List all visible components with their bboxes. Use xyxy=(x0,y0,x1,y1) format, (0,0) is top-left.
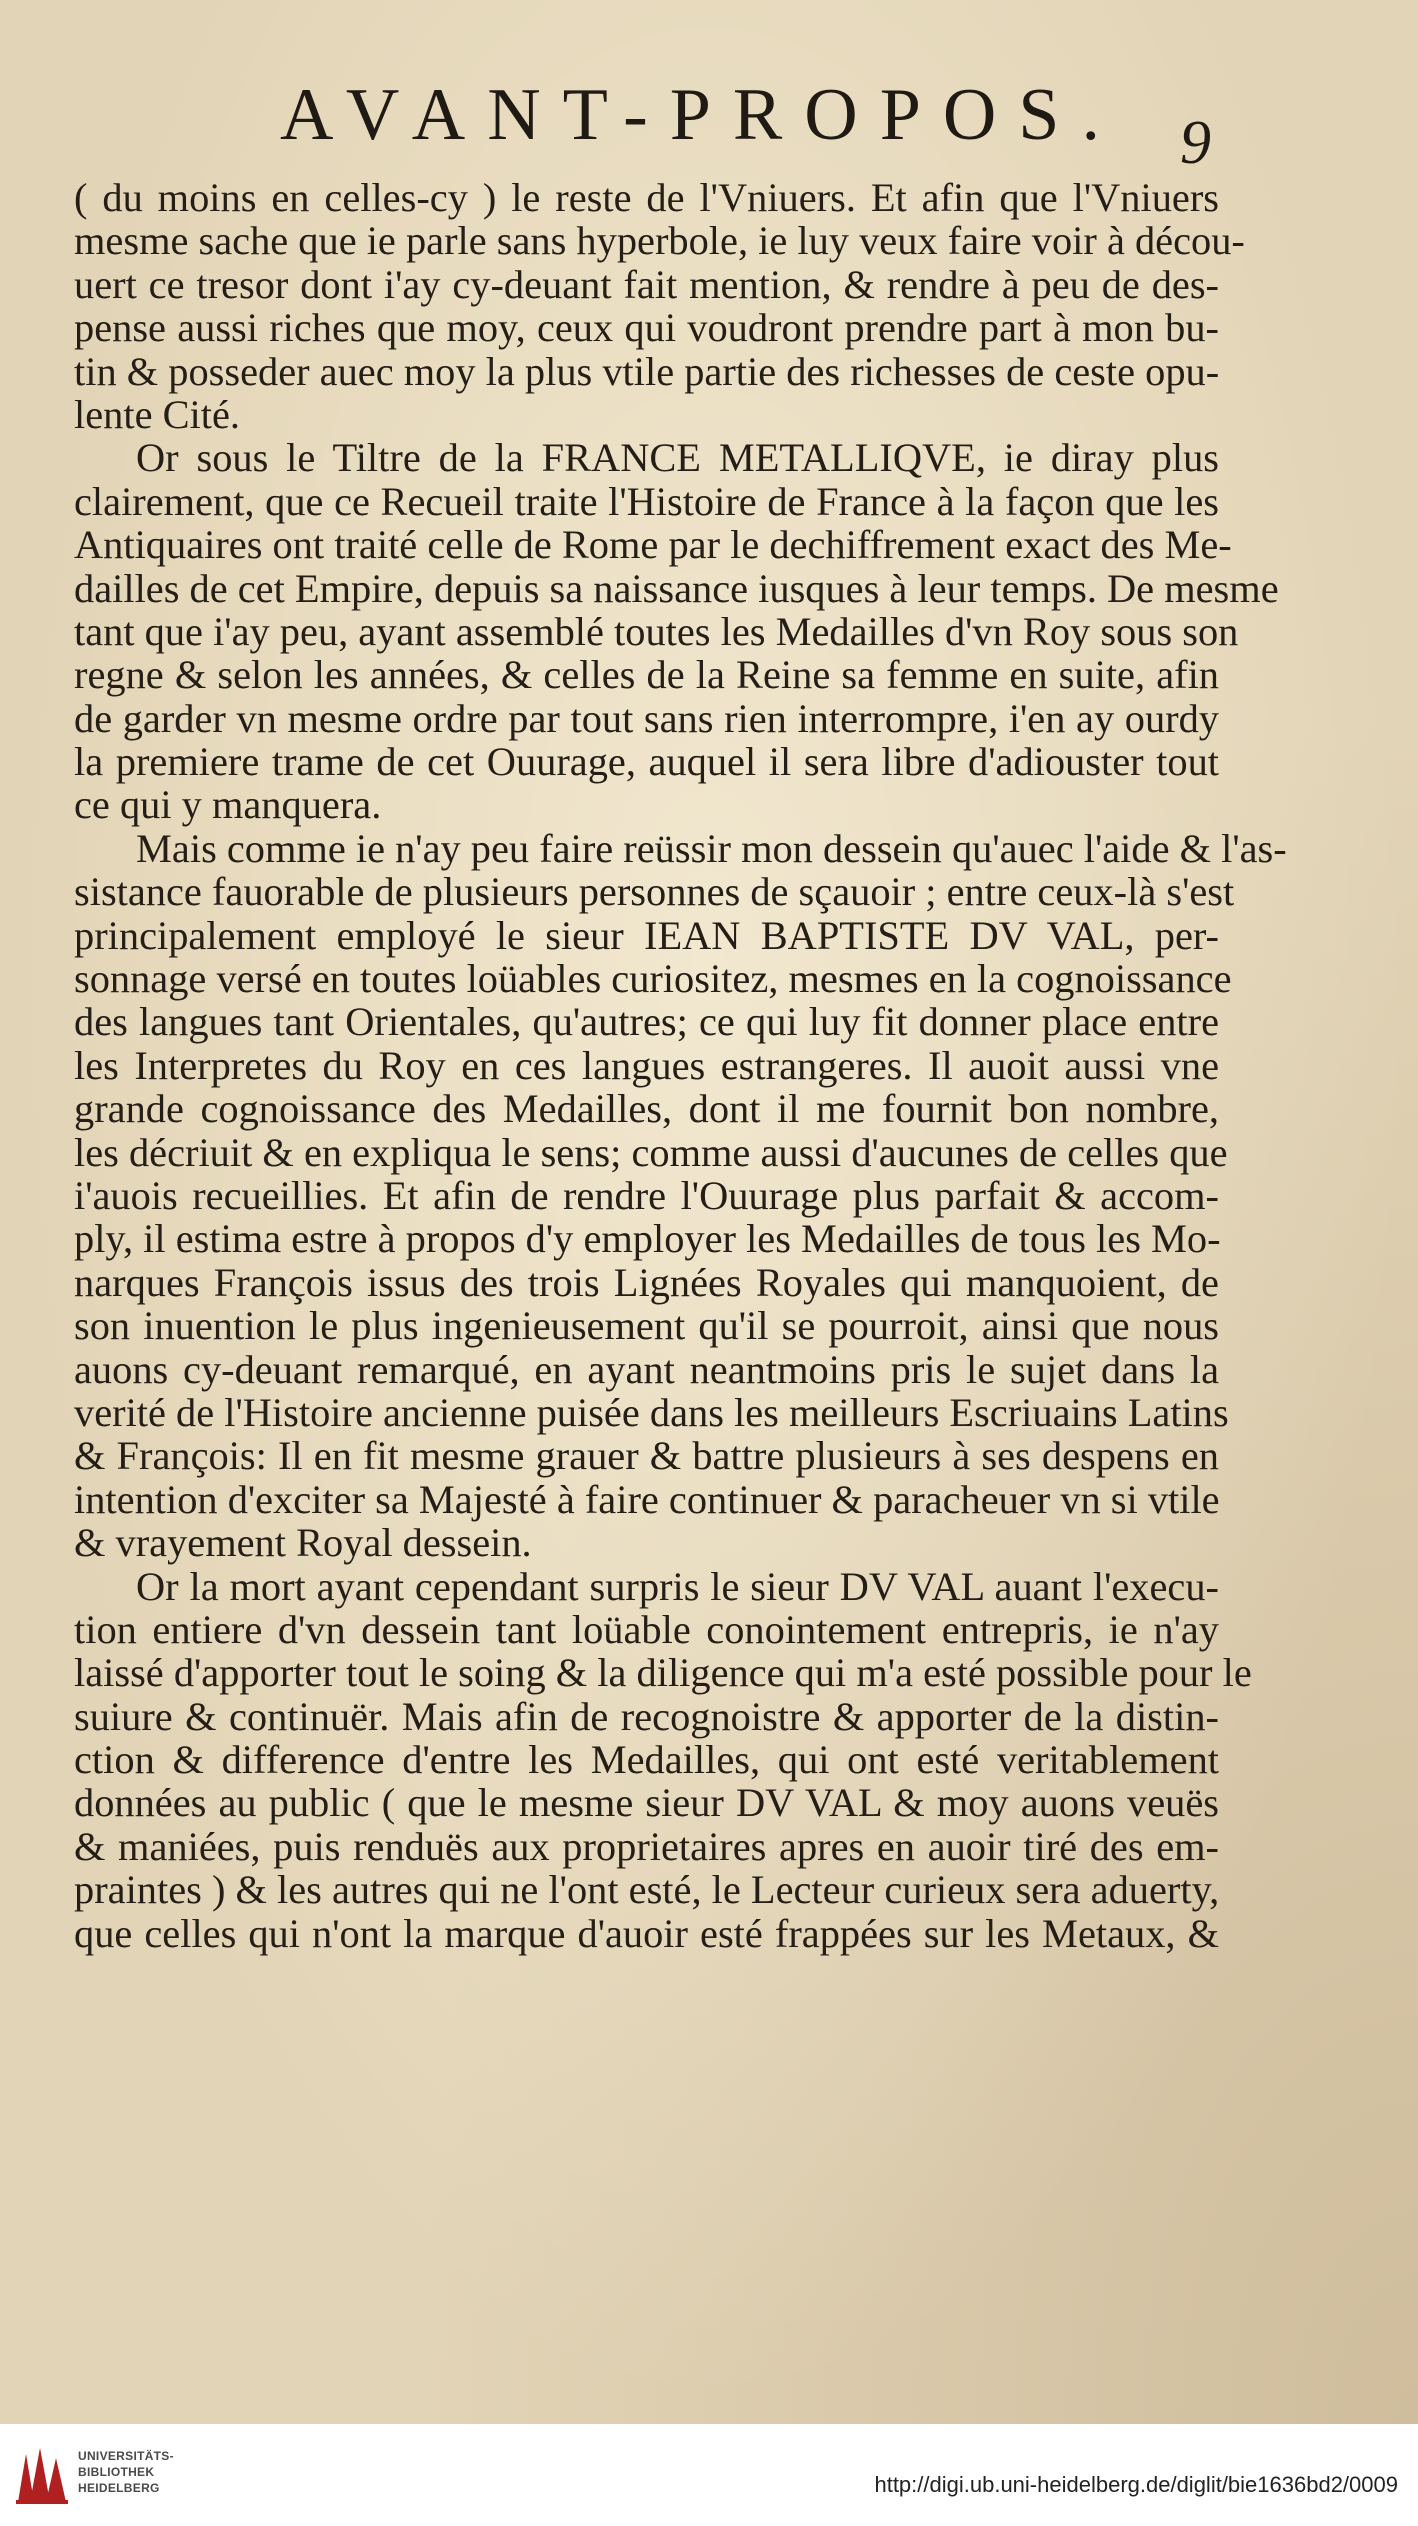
text-line: principalement employé le sieur IEAN BAPTISTE DV VAL, per- xyxy=(74,912,1219,958)
text-line: clairement, que ce Recueil traite l'Histoire de France à la façon que les xyxy=(74,478,1219,524)
text-line: auons cy-deuant remarqué, en ayant neantmoins pris le sujet dans la xyxy=(74,1346,1219,1392)
source-url[interactable]: http://digi.ub.uni-heidelberg.de/diglit/bie1636bd2/0009 xyxy=(874,2472,1398,2497)
text-line: suiure & continuër. Mais afin de recognoistre & apporter de la distin- xyxy=(74,1693,1219,1739)
text-line: sistance fauorable de plusieurs personnes de sçauoir ; entre ceux-là s'est xyxy=(74,869,1235,915)
text-line: ce qui y manquera. xyxy=(74,782,382,828)
body-text xyxy=(74,175,1287,1956)
text-line: tin & posseder auec moy la plus vtile partie des richesses de ceste opu- xyxy=(74,348,1220,394)
text-line: Antiquaires ont traité celle de Rome par le dechiffrement exact des Me- xyxy=(74,522,1232,568)
text-line: Mais comme ie n'ay peu faire reüssir mon dessein qu'auec l'aide & l'as- xyxy=(136,825,1287,871)
text-line: verité de l'Histoire ancienne puisée dans les meilleurs Escriuains Latins xyxy=(74,1389,1229,1435)
text-line: lente Cité. xyxy=(74,391,240,437)
text-line: i'auois recueillies. Et afin de rendre l'Ouurage plus parfait & accom- xyxy=(74,1172,1219,1218)
text-line: sonnage versé en toutes loüables curiositez, mesmes en la cognoissance xyxy=(74,956,1232,1002)
text-line: ply, il estima estre à propos d'y employer les Medailles de tous les Mo- xyxy=(74,1216,1221,1262)
text-line: & vrayement Royal dessein. xyxy=(74,1520,532,1566)
text-line: dailles de cet Empire, depuis sa naissance iusques à leur temps. De mesme xyxy=(74,565,1279,611)
text-line: de garder vn mesme ordre par tout sans rien interrompre, i'en ay ourdy xyxy=(74,695,1219,741)
text-line: laissé d'apporter tout le soing & la diligence qui m'a esté possible pour le xyxy=(74,1650,1252,1696)
library-logo[interactable] xyxy=(14,2436,174,2514)
logo-line: BIBLIOTHEK xyxy=(78,2465,155,2479)
text-line: son inuention le plus ingenieusement qu'il se pourroit, ainsi que nous xyxy=(74,1303,1219,1349)
text-line: grande cognoissance des Medailles, dont il me fournit bon nombre, xyxy=(74,1086,1219,1132)
text-line: praintes ) & les autres qui ne l'ont esté, le Lecteur curieux sera aduerty, xyxy=(74,1867,1220,1913)
logo-line: HEIDELBERG xyxy=(78,2481,160,2495)
text-line: tant que i'ay peu, ayant assemblé toutes les Medailles d'vn Roy sous son xyxy=(74,608,1239,654)
text-line: Or la mort ayant cependant surpris le sieur DV VAL auant l'execu- xyxy=(136,1563,1219,1609)
text-line: uert ce tresor dont i'ay cy-deuant fait mention, & rendre à peu de des- xyxy=(74,261,1219,307)
text-line: Or sous le Tiltre de la FRANCE METALLIQVE, ie diray plus xyxy=(136,435,1219,481)
text-line: tion entiere d'vn dessein tant loüable conointement entrepris, ie n'ay xyxy=(74,1606,1219,1652)
text-line: intention d'exciter sa Majesté à faire continuer & paracheuer vn si vtile xyxy=(74,1476,1220,1522)
text-line: & François: Il en fit mesme grauer & battre plusieurs à ses despens en xyxy=(74,1433,1219,1479)
logo-line: UNIVERSITÄTS- xyxy=(78,2449,174,2463)
library-logo-icon xyxy=(14,2444,70,2506)
text-line: narques François issus des trois Lignées Royales qui manquoient, de xyxy=(74,1259,1219,1305)
text-line: mesme sache que ie parle sans hyperbole, ie luy veux faire voir à décou- xyxy=(74,218,1245,264)
text-line: données au public ( que le mesme sieur DV VAL & moy auons veuës xyxy=(74,1780,1219,1826)
text-line: la premiere trame de cet Ouurage, auquel il sera libre d'adiouster tout xyxy=(74,739,1219,785)
text-line: que celles qui n'ont la marque d'auoir esté frappées sur les Metaux, & xyxy=(74,1910,1219,1956)
text-line: les décriuit & en expliqua le sens; comme aussi d'aucunes de celles que xyxy=(74,1129,1228,1175)
library-logo-text xyxy=(78,2448,174,2496)
text-line: pense aussi riches que moy, ceux qui voudront prendre part à mon bu- xyxy=(74,305,1219,351)
running-head: AVANT-PROPOS. xyxy=(280,74,1122,156)
text-line: ction & difference d'entre les Medailles, qui ont esté veritablement xyxy=(74,1737,1219,1783)
text-line: ( du moins en celles-cy ) le reste de l'Vniuers. Et afin que l'Vniuers xyxy=(74,175,1219,220)
text-line: des langues tant Orientales, qu'autres; ce qui luy fit donner place entre xyxy=(74,999,1219,1045)
page-number: 9 xyxy=(1180,109,1211,177)
text-line: regne & selon les années, & celles de la Reine sa femme en suite, afin xyxy=(74,652,1219,698)
text-line: les Interpretes du Roy en ces langues estrangeres. Il auoit aussi vne xyxy=(74,1042,1219,1088)
text-line: & maniées, puis renduës aux proprietaires apres en auoir tiré des em- xyxy=(74,1823,1219,1869)
